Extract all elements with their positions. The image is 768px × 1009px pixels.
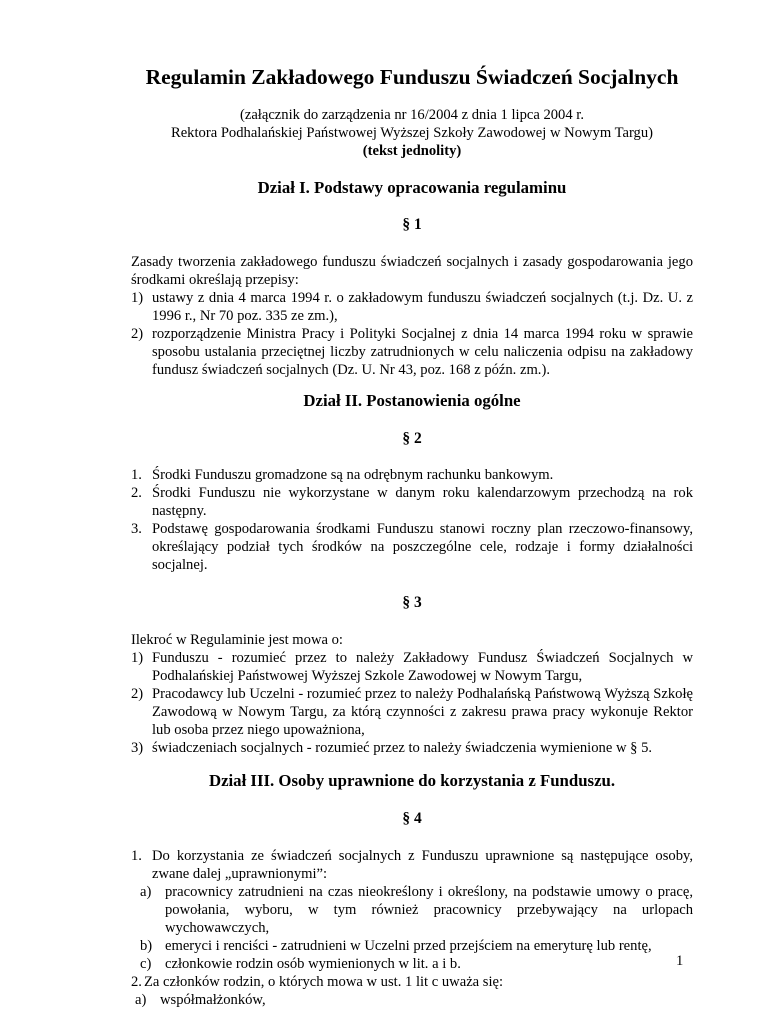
paragraph-heading-3: § 3 — [402, 594, 422, 611]
p4-item-1-num: 1. — [131, 848, 142, 864]
subtitle-line-1: (załącznik do zarządzenia nr 16/2004 z dnia 1 lipca 2004 r. — [239, 107, 585, 123]
p4-sub2-a-text: współmałżonków, — [160, 992, 266, 1008]
p4-sub-a-num: a) — [140, 884, 152, 900]
p4-sub-b-num: b) — [140, 938, 153, 954]
p1-item-2-text: rozporządzenie Ministra Pracy i Polityki Socjalnej z dnia 14 marca 1994 roku w sprawie sposobu ustalania przeciętnej liczby zatrudnionych w celu naliczenia odpisu na zakładowy fundusz świadczeń socjalnych (Dz. U. Nr 43, poz. 168 z późn. zm.). — [152, 326, 693, 378]
paragraph-heading-2: § 2 — [402, 430, 422, 447]
p2-item-3-num: 3. — [131, 521, 142, 537]
p1-item-2 — [131, 325, 693, 379]
p4-item-2 — [131, 973, 693, 991]
p4-sub-b-text: emeryci i renciści - zatrudnieni w Uczelni przed przejściem na emeryturę lub rentę, — [165, 938, 652, 954]
p2-item-2-num: 2. — [131, 485, 142, 501]
section-heading-3: Dział III. Osoby uprawnione do korzystania z Funduszu. — [208, 771, 616, 790]
p4-sub-c-text: członkowie rodzin osób wymienionych w lit. a i b. — [165, 956, 461, 972]
p3-item-1-num: 1) — [131, 650, 144, 666]
p4-item-2-text: Za członków rodzin, o których mowa w ust. 1 lit c uważa się: — [144, 974, 504, 990]
p1-item-1-text: ustawy z dnia 4 marca 1994 r. o zakładowym funduszu świadczeń socjalnych (t.j. Dz. U. z 1996 r., Nr 70 poz. 335 ze zm.), — [152, 290, 693, 324]
p3-item-1 — [131, 649, 693, 685]
p4-sub2-a-num: a) — [135, 992, 147, 1008]
subtitle-line-2: Rektora Podhalańskiej Państwowej Wyższej Szkoły Zawodowej w Nowym Targu) — [170, 125, 654, 141]
p2-item-3 — [131, 520, 693, 574]
p1-item-2-num: 2) — [131, 326, 144, 342]
p2-item-1-text: Środki Funduszu gromadzone są na odrębnym rachunku bankowym. — [152, 467, 554, 483]
page-number: 1 — [676, 953, 684, 969]
p3-intro: Ilekroć w Regulaminie jest mowa o: — [131, 632, 343, 648]
p4-sub-a — [140, 883, 693, 937]
p2-item-3-text: Podstawę gospodarowania środkami Funduszu stanowi roczny plan rzeczowo-finansowy, określający podział tych środków na poszczególne cele, rodzaje i formy działalności socjalnej. — [152, 521, 693, 573]
subtitle-line-3: (tekst jednolity) — [362, 143, 462, 159]
paragraph-heading-1: § 1 — [402, 216, 422, 233]
p4-item-1-text: Do korzystania ze świadczeń socjalnych z Funduszu uprawnione są następujące osoby, zwane dalej „uprawnionymi”: — [152, 848, 693, 882]
p2-item-2 — [131, 484, 693, 520]
p1-intro: Zasady tworzenia zakładowego funduszu świadczeń socjalnych i zasady gospodarowania jego środkami określają przepisy: — [131, 254, 693, 288]
p3-item-2-text: Pracodawcy lub Uczelni - rozumieć przez to należy Podhalańską Państwową Wyższą Szkołę Zawodową w Nowym Targu, za którą czynności z zakresu prawa pracy wykonuje Rektor lub osoba przez niego upoważniona, — [152, 686, 693, 738]
p3-item-2-num: 2) — [131, 686, 144, 702]
p4-item-2-num: 2. — [131, 974, 142, 990]
p2-item-2-text: Środki Funduszu nie wykorzystane w danym roku kalendarzowym przechodzą na rok następny. — [152, 485, 693, 519]
p4-sub-c-num: c) — [140, 956, 152, 972]
section-heading-2: Dział II. Postanowienia ogólne — [303, 391, 521, 410]
p1-item-1-num: 1) — [131, 290, 144, 306]
document-page — [131, 64, 693, 1009]
paragraph-heading-4: § 4 — [402, 810, 422, 827]
p2-item-1-num: 1. — [131, 467, 142, 483]
p2-item-1 — [131, 466, 693, 484]
p4-item-1 — [131, 847, 693, 883]
document-title: Regulamin Zakładowego Funduszu Świadczeń Socjalnych — [145, 65, 679, 89]
p4-sub-a-text: pracownicy zatrudnieni na czas nieokreślony i określony, na podstawie umowy o pracę, powołania, wyboru, w tym również pracownicy przebywający na urlopach wychowawczych, — [165, 884, 693, 936]
p3-item-1-text: Funduszu - rozumieć przez to należy Zakładowy Fundusz Świadczeń Socjalnych w Podhalańskiej Państwowej Wyższej Szkole Zawodowej w Nowym Targu, — [152, 650, 693, 684]
p4-sub-c — [140, 955, 693, 973]
section-heading-1: Dział I. Podstawy opracowania regulaminu — [257, 178, 567, 197]
p3-item-3-text: świadczeniach socjalnych - rozumieć przez to należy świadczenia wymienione w § 5. — [152, 740, 653, 756]
p3-item-3 — [131, 739, 693, 757]
p2-list — [131, 466, 693, 574]
p3-item-2 — [131, 685, 693, 739]
p1-item-1 — [131, 289, 693, 325]
p4-sub-b — [140, 937, 693, 955]
p3-item-3-num: 3) — [131, 740, 144, 756]
